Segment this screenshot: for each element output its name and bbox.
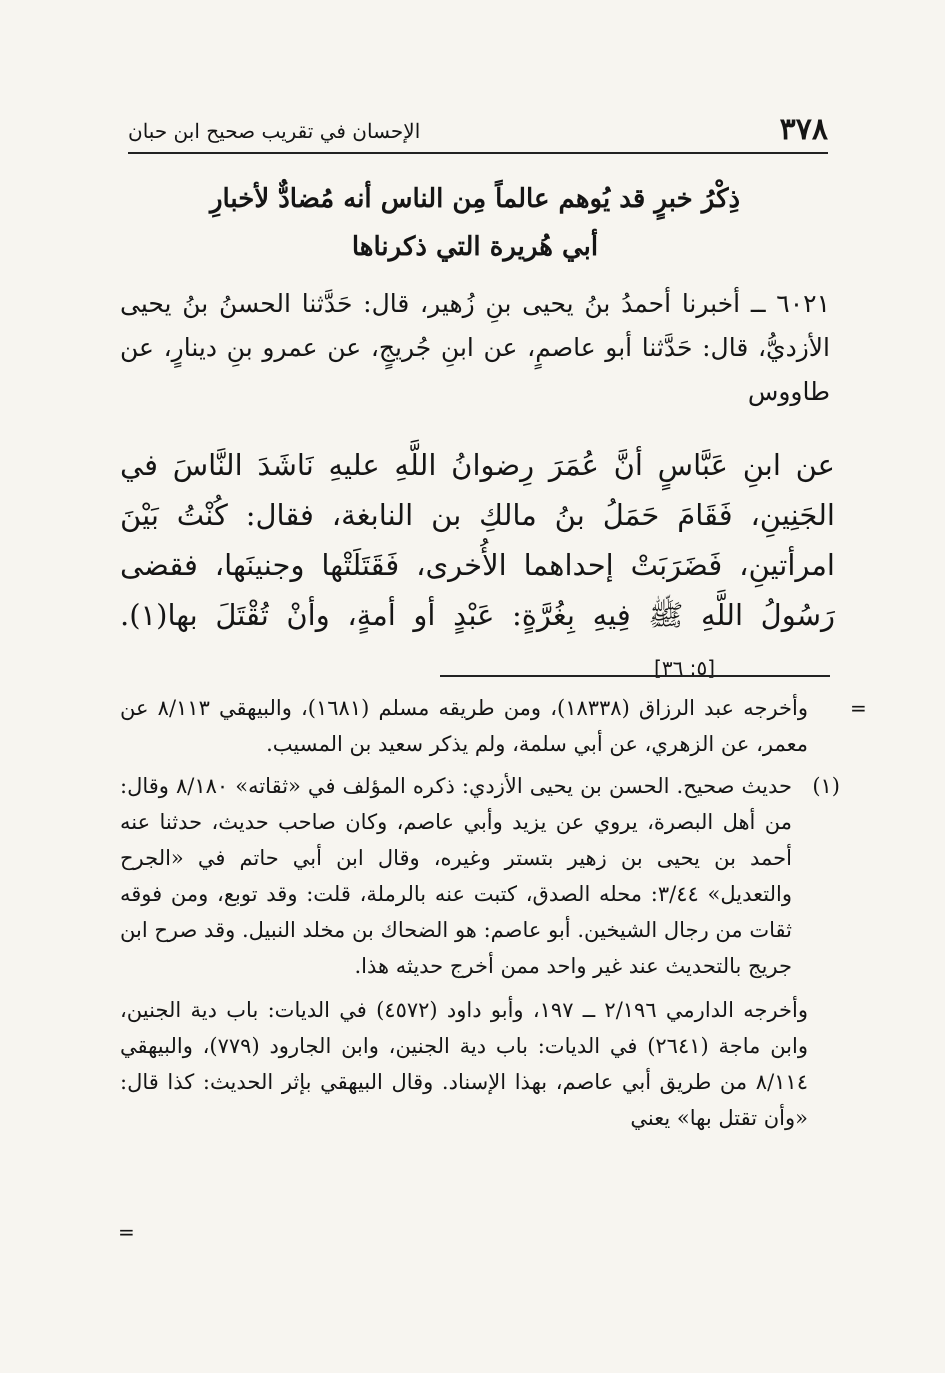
running-head: الإحسان في تقريب صحيح ابن حبان [128,119,421,143]
footnote-1-text: حديث صحيح. الحسن بن يحيى الأزدي: ذكره المؤلف في «ثقاته» ٨/١٨٠ وقال: من أهل البصرة، يروي عن يزيد وأبي عاصم، وكان صاحب حديث، حدثنا عنه أحمد بن يحيى بن زهير بتستر وغيره، وقال ابن أبي حاتم في «الجرح والتعديل» ٣/٤٤: محله الصدق، كتبت عنه بالرملة، قلت: وقد توبع، ومن فوقه ثقات من رجال الشيخين. أبو عاصم: هو الضحاك بن مخلد النبيل. وقد صرح ابن جريج بالتحديث عند غير واحد ممن أخرج حديثه هذا. [120,774,792,978]
isnad-text: أخبرنا أحمدُ بنُ يحيى بنِ زُهير، قال: حَدَّثنا الحسنُ بنُ يحيى الأزديُّ، قال: حَدَّثنا أبو عاصمٍ، عن ابنِ جُريجٍ، عن عمرو بنِ دينارٍ، عن طاووس [120,289,830,406]
continuation-mark-bottom: = [118,1220,135,1244]
chapter-title-line-2: أبي هُريرة التي ذكرناها [351,232,599,262]
hadith-reference: [٥: ٣٦] [654,656,715,680]
footnote-1 [120,768,840,984]
hadith-number: ٦٠٢١ ــ [750,289,830,318]
footnote-carry-over: وأخرجه عبد الرزاق (١٨٣٣٨)، ومن طريقه مسلم (١٦٨١)، والبيهقي ٨/١١٣ عن معمر، عن الزهري، عن أبي سلمة، ولم يذكر سعيد بن المسيب. [120,696,808,756]
page-header [128,112,828,154]
footnote-separator [440,675,830,677]
footnote-1-continuation: وأخرجه الدارمي ٢/١٩٦ ــ ١٩٧، وأبو داود (٤٥٧٢) في الديات: باب دية الجنين، وابن ماجة (٢٦٤١) في الديات: باب دية الجنين، وابن الجارود (٧٧٩)، والبيهقي ٨/١١٤ من طريق أبي عاصم، بهذا الإسناد. وقال البيهقي بإثر الحديث: كذا قال: «وأن تقتل بها» يعني [120,998,809,1130]
chapter-title [175,175,775,271]
hadith-matn [120,440,835,693]
hadith-isnad [120,282,830,414]
continuation-mark-top: = [850,696,867,720]
matn-text: عن ابنِ عَبَّاسٍ أنَّ عُمَرَ رِضوانُ اللَّهِ عليهِ نَاشَدَ النَّاسَ في الجَنِينِ، فَقَامَ حَمَلُ بنُ مالكِ بن النابغة، فقال: كُنْتُ بَيْنَ امرأتينِ، فَضَرَبَتْ إحداهما الأُخرى، فَقَتَلَتْها وجنينَها، فقضى رَسُولُ اللَّهِ ﷺ فِيهِ بِغُرَّةٍ: عَبْدٍ أو أمةٍ، وأنْ تُقْتَلَ بها(١). [120,448,835,632]
page-number: ٣٧٨ [779,112,828,147]
footnote-marker: (١) [812,774,840,798]
footnotes [120,690,840,1142]
chapter-title-line-1: ذِكْرُ خبرٍ قد يُوهم عالماً مِن الناس أنه مُضادٌّ لأخبارِ [209,184,741,214]
